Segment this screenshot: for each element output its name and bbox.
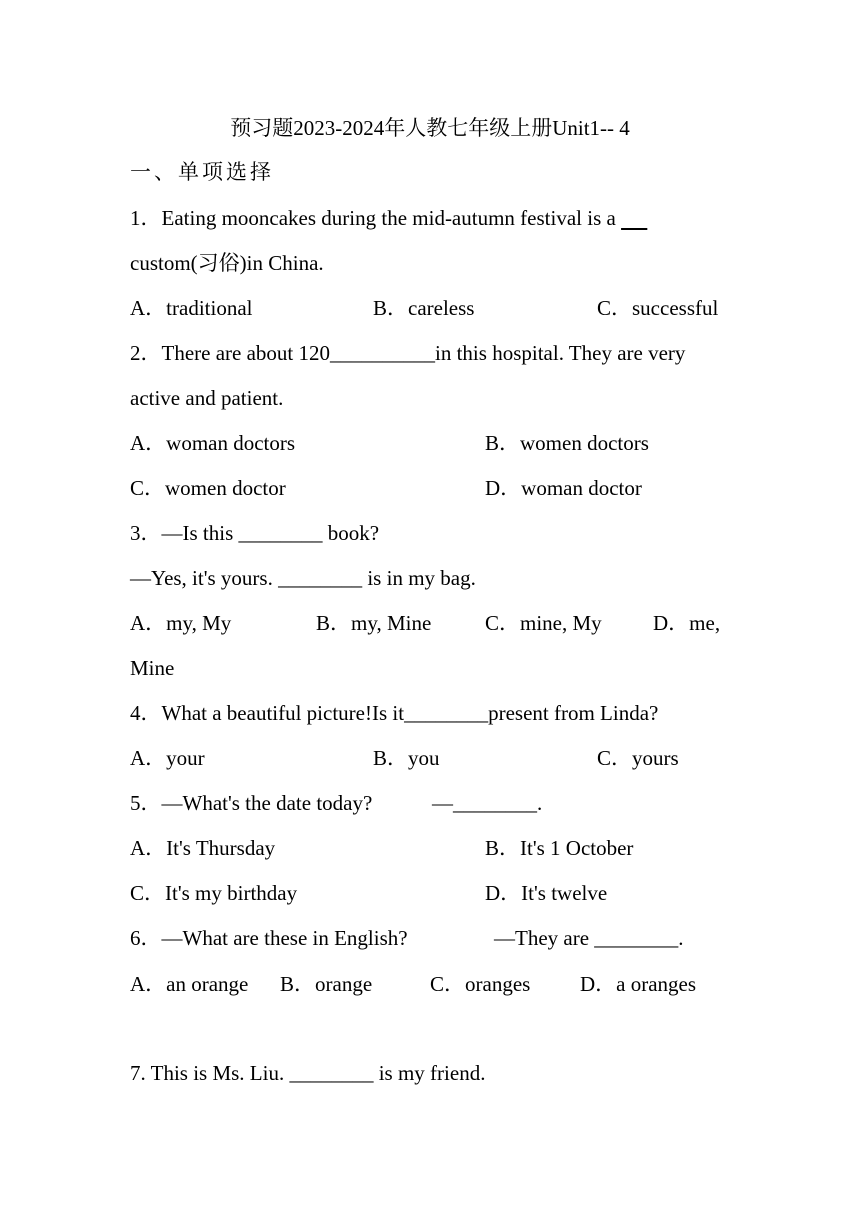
question-6-reply: —They are ________. bbox=[494, 926, 684, 950]
option-b: B．orange bbox=[280, 972, 373, 996]
question-text: present from Linda? bbox=[488, 701, 659, 725]
option-d: D．a oranges bbox=[580, 972, 697, 996]
option-b: B．you bbox=[373, 746, 440, 770]
option-d: D．woman doctor bbox=[485, 476, 642, 500]
question-4-stem bbox=[130, 703, 658, 724]
question-text: There are about 120 bbox=[161, 341, 331, 365]
question-number: 6． bbox=[130, 926, 162, 950]
option-c: C．successful bbox=[597, 296, 719, 320]
answer-blank: __________ bbox=[330, 341, 436, 365]
option-a: A．woman doctors bbox=[130, 431, 296, 455]
question-number: 4． bbox=[130, 701, 162, 725]
question-3-stem bbox=[130, 523, 379, 544]
option-c: C．oranges bbox=[430, 972, 531, 996]
question-5-stem bbox=[130, 793, 372, 814]
question-text: in this hospital. They are very bbox=[435, 341, 686, 365]
question-1-stem bbox=[130, 208, 647, 229]
option-b: B．women doctors bbox=[485, 431, 649, 455]
question-number: 2． bbox=[130, 341, 162, 365]
option-c: C．women doctor bbox=[130, 476, 286, 500]
option-a: A．It's Thursday bbox=[130, 836, 276, 860]
option-c: C．mine, My bbox=[485, 611, 602, 635]
question-1-stem-cont: custom(习俗)in China. bbox=[130, 251, 324, 275]
question-2-stem bbox=[130, 343, 685, 364]
question-number: 3． bbox=[130, 521, 162, 545]
option-b: B．careless bbox=[373, 296, 475, 320]
option-d-wrap: Mine bbox=[130, 656, 175, 680]
question-2-stem-cont: active and patient. bbox=[130, 386, 284, 410]
question-text: —Is this ________ book? bbox=[161, 521, 380, 545]
option-d: D．It's twelve bbox=[485, 881, 608, 905]
question-text: —What are these in English? bbox=[161, 926, 408, 950]
option-c: C．yours bbox=[597, 746, 679, 770]
page-title: 预习题2023-2024年人教七年级上册Unit1-- 4 bbox=[230, 116, 630, 140]
question-text: Eating mooncakes during the mid-autumn festival is a bbox=[161, 206, 622, 230]
section-heading: 一、单项选择 bbox=[130, 160, 274, 184]
option-b: B．my, Mine bbox=[316, 611, 432, 635]
answer-blank: ________ bbox=[404, 701, 489, 725]
question-3-stem-cont: —Yes, it's yours. ________ is in my bag. bbox=[130, 566, 476, 590]
answer-blank bbox=[621, 206, 647, 230]
option-a: A．your bbox=[130, 746, 205, 770]
question-5-reply: —________. bbox=[432, 791, 543, 815]
question-7-stem: 7. This is Ms. Liu. ________ is my friend. bbox=[130, 1061, 486, 1085]
option-a: A．my, My bbox=[130, 611, 232, 635]
question-6-stem bbox=[130, 928, 408, 949]
question-text: What a beautiful picture!Is it bbox=[161, 701, 405, 725]
option-c: C．It's my birthday bbox=[130, 881, 298, 905]
option-a: A．an orange bbox=[130, 972, 249, 996]
question-text: —What's the date today? bbox=[161, 791, 373, 815]
option-d: D．me, bbox=[653, 611, 721, 635]
question-number: 1． bbox=[130, 206, 162, 230]
option-a: A．traditional bbox=[130, 296, 253, 320]
question-number: 5． bbox=[130, 791, 162, 815]
option-b: B．It's 1 October bbox=[485, 836, 634, 860]
